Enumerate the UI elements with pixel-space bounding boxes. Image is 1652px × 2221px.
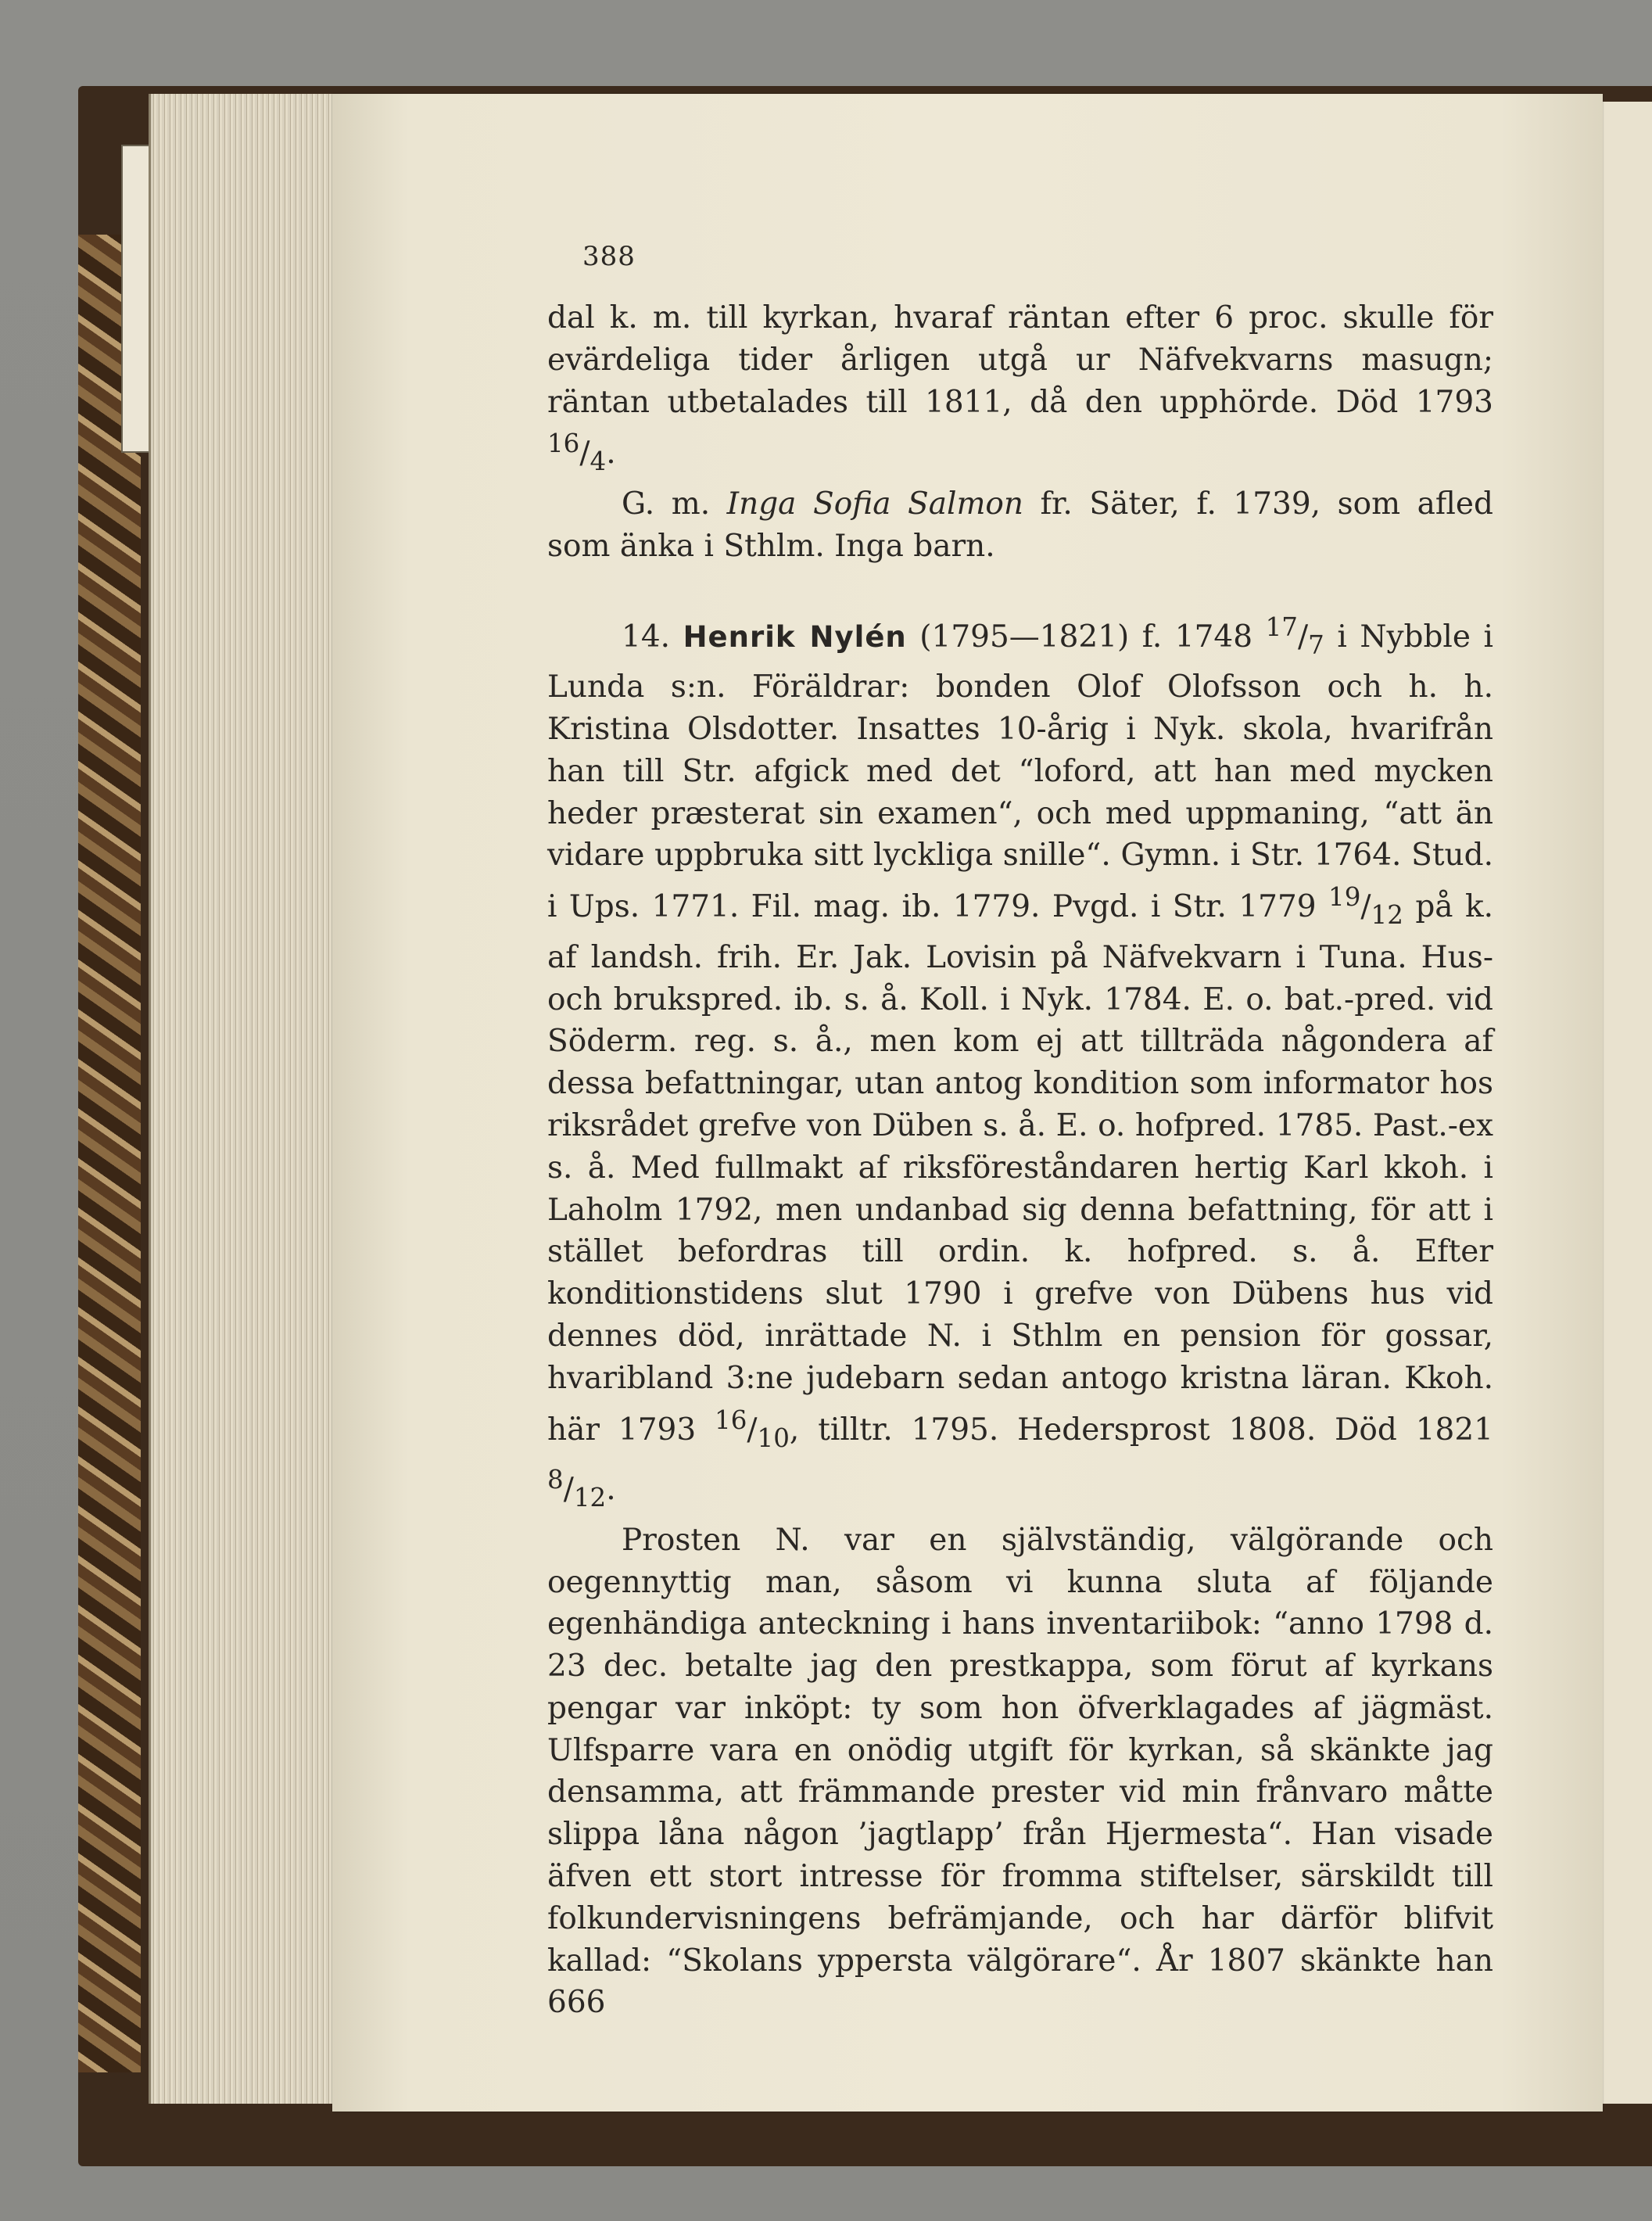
kkoh-month: 10 xyxy=(757,1423,790,1453)
page-number: 388 xyxy=(582,241,636,272)
entry-name: Henrik Nylén xyxy=(683,619,907,654)
date-denominator: 4 xyxy=(589,447,607,477)
kkoh-day: 16 xyxy=(715,1405,747,1435)
spouse-lead: G. m. xyxy=(622,486,727,522)
entry-text-3: på k. af landsh. frih. Er. Jak. Lovisin på Näfvekvarn i Tuna. Hus- och brukspred. ib. s. å. Koll. i Nyk. 1784. E. o. bat.-pred. vid Söderm. reg. s. å., men kom ej att tillträda någondera af dessa befattningar, utan antog kondition som informator hos riksrådet grefve von Düben s. å. E. o. hofpred. 1785. Past.-ex s. å. Med fullmakt af riksföreståndaren hertig Karl kkoh. i Laholm 1792, men undanbad sig denna befattning, för att i stället befordras till ordin. k. hofpred. s. å. Efter konditionstidens slut 1790 i grefve von Dübens hus vid dennes död, inrättade N. i Sthlm en pension för gossar, hvaribland 3:ne judebarn sedan antogo kristna läran. Kkoh. här 1793 xyxy=(547,889,1493,1448)
page-edges xyxy=(149,94,339,2104)
birth-day: 17 xyxy=(1265,612,1298,642)
entry-text-5: . xyxy=(606,1472,616,1508)
death-month: 12 xyxy=(573,1482,607,1512)
entry-text-1: (1795—1821) f. 1748 xyxy=(906,619,1266,655)
date-numerator: 16 xyxy=(547,429,580,459)
paragraph-2 xyxy=(547,483,1493,568)
paragraph-1-end: . xyxy=(606,436,616,472)
entry-text-4: , tilltr. 1795. Hedersprost 1808. Död 1821 xyxy=(789,1412,1493,1448)
facing-page-edge xyxy=(1599,102,1652,2104)
paragraph-3: 14. Henrik Nylén (1795—1821) f. 1748 $^{17}/_7$ i Nybble i Lunda s:n. Föräldrar: bonden Olof Olofsson och h. h. Kristina Olsdotter. Insattes 10-årig i Nyk. skola, hvarifrån han till Str. afgick med det “loford, att han med mycken heder præsterat sin examen“, och med uppmaning, “att än vidare uppbruka sitt lyckliga snille“. Gymn. i Str. 1764. Stud. i Ups. 1771. Fil. mag. ib. 1779. Pvgd. i Str. 1779 $^{19}/_{12}$ på k. af landsh. frih. Er. Jak. Lovisin på Näfvekvarn i Tuna. Hus- och brukspred. ib. s. å. Koll. i Nyk. 1784. E. o. bat.-pred. vid Söderm. reg. s. å., men kom ej att tillträda någondera af dessa befattningar, utan antog kondition som informator hos riksrådet grefve von Düben s. å. E. o. hofpred. 1785. Past.-ex s. å. Med fullmakt af riksföreståndaren hertig Karl kkoh. i Laholm 1792, men undanbad sig denna befattning, för att i stället befordras till ordin. k. hofpred. s. å. Efter konditionstidens slut 1790 i grefve von Dübens hus vid dennes död, inrättade N. i Sthlm en pension för gossar, hvaribland 3:ne judebarn sedan antogo kristna läran. Kkoh. här 1793 $^{16}/_{10}$, tilltr. 1795. Hedersprost 1808. Död 1821 $^8/_{12}$. xyxy=(547,612,1493,1512)
pvgd-month: 12 xyxy=(1371,899,1403,930)
page-text xyxy=(547,297,1493,2024)
paragraph-4-text: Prosten N. var en självständig, välgörande och oegennyttig man, såsom vi kunna sluta af följande egenhändiga anteckning i hans inventariibok: “anno 1798 d. 23 dec. betalte jag den prestkappa, som förut af kyrkans pengar var inköpt: ty som hon öfverklagades af jägmäst. Ulfsparre vara en onödig utgift för kyrkan, så skänkte jag densamma, att främmande prester vid min frånvaro måtte slippa låna någon ’jagtlapp’ från Hjermesta“. Han visade äfven ett stort intresse för fromma stiftelser, särskildt till folkundervisningens befrämjande, och har därför blifvit kallad: “Skolans yppersta välgörare“. År 1807 skänkte han 666 xyxy=(547,1522,1493,2021)
paragraph-4 xyxy=(547,1520,1493,2025)
pvgd-day: 19 xyxy=(1328,882,1361,913)
birth-month: 7 xyxy=(1308,630,1324,660)
spouse-details: fr. Säter, f. 1739, som afled som änka i Sthlm. Inga barn. xyxy=(547,486,1493,564)
marbled-edge xyxy=(78,235,141,2072)
paragraph-1-text: dal k. m. till kyrkan, hvaraf räntan efter 6 proc. skulle för evärdeliga tider årligen utgå ur Näfvekvarns masugn; räntan utbetalades till 1811, då den upphörde. Död 1793 xyxy=(547,300,1493,420)
entry-number: 14. xyxy=(622,619,683,655)
spouse-name: Inga Sofia Salmon xyxy=(726,486,1024,522)
death-day: 8 xyxy=(547,1465,564,1495)
paragraph-1: dal k. m. till kyrkan, hvaraf räntan efter 6 proc. skulle för evärdeliga tider årligen utgå ur Näfvekvarns masugn; räntan utbetalades till 1811, då den upphörde. Död 1793 $^{16}/_4$. xyxy=(547,300,1493,477)
entry-text-2: i Nybble i Lunda s:n. Föräldrar: bonden Olof Olofsson och h. h. Kristina Olsdotter. Insattes 10-årig i Nyk. skola, hvarifrån han till Str. afgick med det “loford, att han med mycken heder præsterat sin examen“, och med uppmaning, “att än vidare uppbruka sitt lyckliga snille“. Gymn. i Str. 1764. Stud. i Ups. 1771. Fil. mag. ib. 1779. Pvgd. i Str. 1779 xyxy=(547,619,1493,925)
